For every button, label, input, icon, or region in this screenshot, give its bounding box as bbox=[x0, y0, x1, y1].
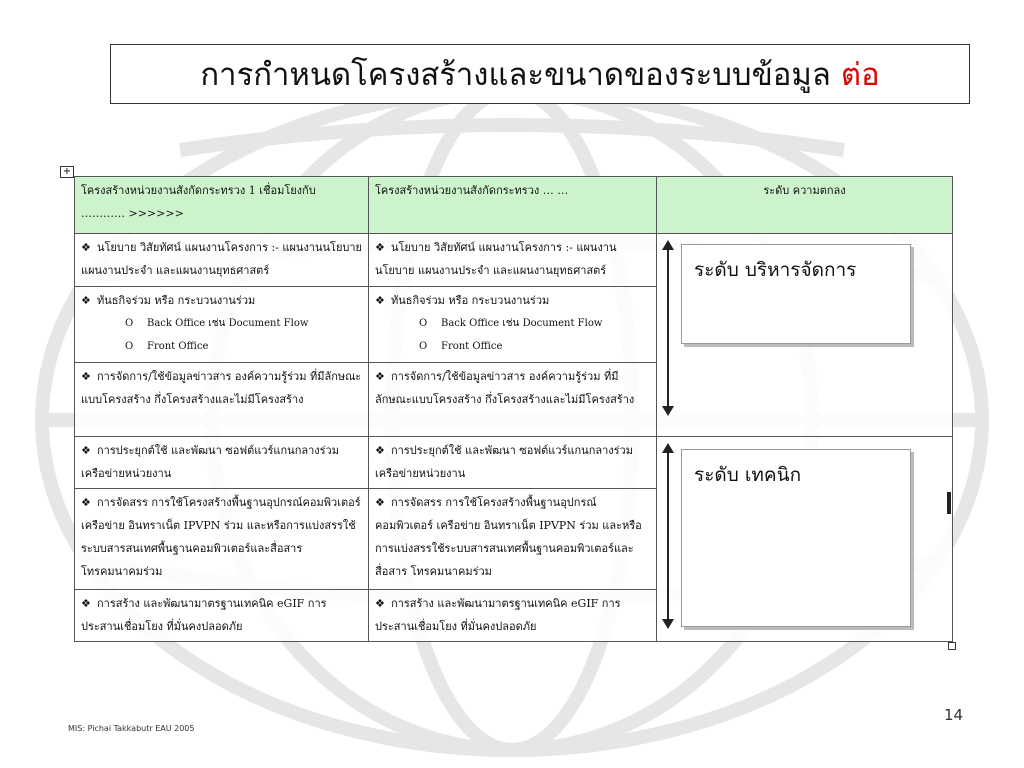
level-label-management: ระดับ บริหารจัดการ bbox=[694, 259, 857, 282]
diamond-bullet-icon: ❖ bbox=[375, 496, 385, 510]
slide-title-accent: ต่อ bbox=[840, 57, 880, 93]
table-move-handle-icon[interactable]: + bbox=[60, 166, 74, 178]
level-cell-management bbox=[657, 234, 953, 436]
diamond-bullet-icon: ❖ bbox=[375, 596, 385, 610]
double-arrow-icon bbox=[661, 240, 675, 416]
sub-item: O Back Office เช่น Document Flow bbox=[125, 317, 309, 329]
diamond-bullet-icon: ❖ bbox=[81, 443, 91, 457]
diamond-bullet-icon: ❖ bbox=[375, 293, 385, 307]
cell-software-left: ❖ การประยุกต์ใช้ และพัฒนา ซอฟต์แวร์แกนกลางร่วม เครือข่ายหน่วยงาน bbox=[75, 436, 369, 488]
table-row bbox=[75, 234, 953, 286]
double-arrow-icon bbox=[661, 443, 675, 629]
cell-software-right: ❖ การประยุกต์ใช้ และพัฒนา ซอฟต์แวร์แกนกลางร่วม เครือข่ายหน่วยงาน bbox=[369, 436, 657, 488]
cell-standard-right: ❖ การสร้าง และพัฒนามาตรฐานเทคนิค eGIF การประสานเชื่อมโยง ที่มั่นคงปลอดภัย bbox=[369, 589, 657, 641]
header-ministry-2: โครงสร้างหน่วยงานสังกัดกระทรวง … … bbox=[369, 177, 657, 234]
cell-data-left: ❖ การจัดการ/ใช้ข้อมูลข่าวสาร องค์ความรู้ร่วม ที่มีลักษณะแบบโครงสร้าง กึ่งโครงสร้างและไม่มีโครงสร้าง bbox=[75, 362, 369, 436]
diamond-bullet-icon: ❖ bbox=[81, 496, 91, 510]
cell-infra-right: ❖ การจัดสรร การใช้โครงสร้างพื้นฐานอุปกรณ์คอมพิวเตอร์ เครือข่าย อินทราเน็ต IPVPN ร่วม และหรือการแบ่งสรรใช้ระบบสารสนเทศพื้นฐานคอมพิวเตอร์และสื่อสาร โทรคมนาคมร่วม bbox=[369, 489, 657, 590]
cell-policy-right: ❖ นโยบาย วิสัยทัศน์ แผนงานโครงการ :- แผนงานนโยบาย แผนงานประจำ และแผนงานยุทธศาสตร์ bbox=[369, 234, 657, 286]
slide-title: การกำหนดโครงสร้างและขนาดของระบบข้อมูล bbox=[200, 57, 831, 93]
header-agreement-level: ระดับ ความตกลง bbox=[657, 177, 953, 234]
diamond-bullet-icon: ❖ bbox=[81, 241, 91, 255]
data-table bbox=[74, 176, 953, 642]
diamond-bullet-icon: ❖ bbox=[375, 369, 385, 383]
cell-data-right: ❖ การจัดการ/ใช้ข้อมูลข่าวสาร องค์ความรู้ร่วม ที่มีลักษณะแบบโครงสร้าง กึ่งโครงสร้างและไม่มีโครงสร้าง bbox=[369, 362, 657, 436]
text-cursor-mark bbox=[947, 492, 951, 514]
diamond-bullet-icon: ❖ bbox=[81, 369, 91, 383]
page-number: 14 bbox=[944, 706, 964, 724]
level-box-management bbox=[681, 244, 911, 344]
footer-credit: MIS: Pichai Takkabutr EAU 2005 bbox=[68, 724, 195, 733]
diamond-bullet-icon: ❖ bbox=[81, 293, 91, 307]
cell-infra-left: ❖ การจัดสรร การใช้โครงสร้างพื้นฐานอุปกรณ์คอมพิวเตอร์ เครือข่าย อินทราเน็ต IPVPN ร่วม และหรือการแบ่งสรรใช้ระบบสารสนเทศพื้นฐานคอมพิวเตอร์และสื่อสาร โทรคมนาคมร่วม bbox=[75, 489, 369, 590]
level-label-technical: ระดับ เทคนิก bbox=[694, 463, 802, 486]
table-header-row bbox=[75, 177, 953, 234]
sub-item: O Front Office bbox=[125, 340, 209, 352]
cell-mission-right: ❖ ทันธกิจร่วม หรือ กระบวนงานร่วม O Back Office เช่น Document Flow O Front Office bbox=[369, 286, 657, 362]
sub-item: O Front Office bbox=[419, 340, 503, 352]
cell-policy-left: ❖ นโยบาย วิสัยทัศน์ แผนงานโครงการ :- แผนงานนโยบาย แผนงานประจำ และแผนงานยุทธศาสตร์ bbox=[75, 234, 369, 286]
header-ministry-1: โครงสร้างหน่วยงานสังกัดกระทรวง 1 เชื่อมโยงกับ ………… >>>>>> bbox=[75, 177, 369, 234]
level-cell-technical bbox=[657, 436, 953, 641]
cell-standard-left: ❖ การสร้าง และพัฒนามาตรฐานเทคนิค eGIF การประสานเชื่อมโยง ที่มั่นคงปลอดภัย bbox=[75, 589, 369, 641]
level-box-technical bbox=[681, 449, 911, 627]
diamond-bullet-icon: ❖ bbox=[81, 596, 91, 610]
sub-item: O Back Office เช่น Document Flow bbox=[419, 317, 603, 329]
table-resize-handle[interactable] bbox=[948, 642, 956, 650]
cell-mission-left: ❖ ทันธกิจร่วม หรือ กระบวนงานร่วม O Back Office เช่น Document Flow O Front Office bbox=[75, 286, 369, 362]
diamond-bullet-icon: ❖ bbox=[375, 443, 385, 457]
table-row bbox=[75, 436, 953, 488]
diamond-bullet-icon: ❖ bbox=[375, 241, 385, 255]
slide-title-box bbox=[110, 44, 970, 104]
